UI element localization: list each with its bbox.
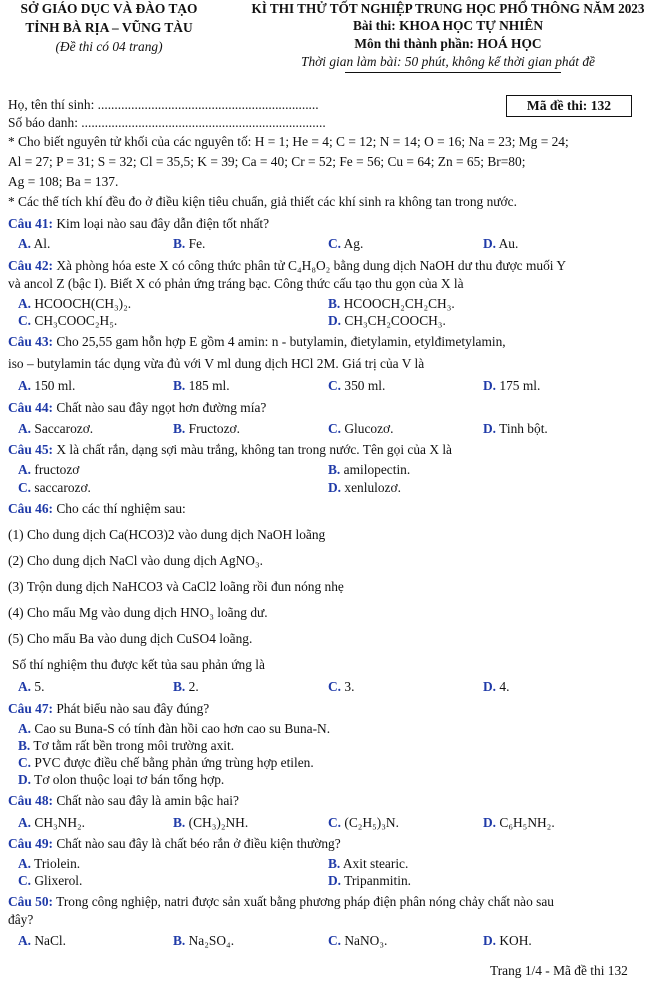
option-c[interactable]: C. Ag. — [328, 236, 364, 251]
department-name: SỞ GIÁO DỤC VÀ ĐÀO TẠO — [20, 1, 198, 16]
option-d[interactable]: D. C₆H₅NH₂. — [483, 815, 555, 830]
student-name-field[interactable]: .................................................................. — [97, 97, 319, 112]
question-text: Chất nào sau đây là amin bậc hai? — [53, 793, 239, 808]
question-44 — [8, 400, 644, 416]
question-text: Trong công nghiệp, natri được sản xuất bằng phương pháp điện phân nóng chảy chất nào sau — [53, 894, 554, 909]
question-50-line-2: đây? — [8, 912, 34, 927]
option-d[interactable]: D. 4. — [483, 679, 510, 694]
gas-condition-note: * Các thể tích khí đều đo ở điều kiện tiêu chuẩn, giả thiết các khí sinh ra không tan trong nước. — [8, 194, 517, 209]
option-b[interactable]: B. Axit stearic. — [328, 856, 409, 871]
option-c[interactable]: C. Glixerol. — [18, 873, 83, 888]
option-b[interactable]: B. HCOOCH₂CH₂CH₃. — [328, 296, 455, 311]
option-d[interactable]: D. CH₃CH₂COOCH₃. — [328, 313, 446, 328]
experiment-4: (4) Cho mẩu Mg vào dung dịch HNO₃ loãng dư. — [8, 605, 268, 620]
question-text: Cho 25,55 gam hỗn hợp E gồm 4 amin: n - butylamin, đietylamin, etylđimetylamin, — [53, 334, 506, 349]
option-b[interactable]: B. 185 ml. — [173, 378, 230, 393]
question-label: Câu 45: — [8, 442, 54, 457]
question-label: Câu 47: — [8, 701, 54, 716]
exam-subject: Môn thi thành phần: HOÁ HỌC — [354, 35, 542, 51]
option-d[interactable]: D. xenlulozơ. — [328, 480, 401, 495]
question-label: Câu 50: — [8, 894, 54, 909]
question-text: Xà phòng hóa este X có công thức phân tử C₄H₈O₂ bằng dung dịch NaOH dư thu được muối Y — [53, 258, 567, 273]
option-b[interactable]: B. Fructozơ. — [173, 421, 240, 436]
question-50 — [8, 894, 644, 910]
question-47 — [8, 701, 644, 717]
exam-subject-group: Bài thi: KHOA HỌC TỰ NHIÊN — [352, 17, 544, 33]
student-id-field[interactable]: ......................................................................... — [81, 115, 326, 130]
question-49 — [8, 836, 644, 852]
option-b[interactable]: B. amilopectin. — [328, 462, 411, 477]
option-b[interactable]: B. Fe. — [173, 236, 206, 251]
question-46 — [8, 501, 644, 517]
question-42-line-2: và ancol Z (bậc I). Biết X có phản ứng tráng bạc. Công thức cấu tạo thu gọn của X là — [8, 276, 464, 291]
question-text: X là chất rắn, dạng sợi màu trắng, không tan trong nước. Tên gọi của X là — [53, 442, 452, 457]
atomic-mass-note-2: Al = 27; P = 31; S = 32; Cl = 35,5; K = 39; Ca = 40; Cr = 52; Fe = 56; Cu = 64; Zn = 65; Br=80; — [8, 154, 526, 169]
experiment-1: (1) Cho dung dịch Ca(HCO3)2 vào dung dịch NaOH loãng — [8, 527, 326, 542]
option-d[interactable]: D. Tinh bột. — [483, 421, 548, 436]
exam-header — [0, 0, 652, 69]
option-a[interactable]: A. HCOOCH(CH₃)₂. — [18, 296, 132, 311]
option-b[interactable]: B. 2. — [173, 679, 199, 694]
option-b[interactable]: B. Tơ tằm rất bền trong môi trường axit. — [18, 738, 235, 753]
question-43 — [8, 334, 644, 350]
page-footer: Trang 1/4 - Mã đề thi 132 — [490, 963, 628, 978]
question-41 — [8, 216, 644, 232]
option-d[interactable]: D. Tơ olon thuộc loại tơ bán tổng hợp. — [18, 772, 225, 787]
question-42 — [8, 258, 644, 274]
experiment-2: (2) Cho dung dịch NaCl vào dung dịch AgNO₃. — [8, 553, 263, 568]
option-a[interactable]: A. Cao su Buna-S có tính đàn hồi cao hơn cao su Buna-N. — [18, 721, 331, 736]
atomic-mass-note-3: Ag = 108; Ba = 137. — [8, 174, 119, 189]
option-a[interactable]: A. Al. — [18, 236, 51, 251]
option-c[interactable]: C. PVC được điều chế bằng phản ứng trùng hợp etilen. — [18, 755, 314, 770]
header-divider — [345, 72, 561, 73]
option-a[interactable]: A. Triolein. — [18, 856, 81, 871]
option-c[interactable]: C. saccarozơ. — [18, 480, 91, 495]
province-name: TỈNH BÀ RỊA – VŨNG TÀU — [25, 20, 193, 36]
option-c[interactable]: C. 3. — [328, 679, 355, 694]
option-b[interactable]: B. (CH₃)₂NH. — [173, 815, 249, 830]
question-label: Câu 44: — [8, 400, 54, 415]
exam-title: KÌ THI THỬ TỐT NGHIỆP TRUNG HỌC PHỔ THÔNG NĂM 2023 — [251, 1, 645, 16]
question-48 — [8, 793, 644, 809]
option-d[interactable]: D. KOH. — [483, 933, 532, 948]
option-a[interactable]: A. Saccarozơ. — [18, 421, 94, 436]
question-label: Câu 46: — [8, 501, 54, 516]
question-45 — [8, 442, 644, 458]
option-d[interactable]: D. Tripanmitin. — [328, 873, 411, 888]
question-text: Phát biểu nào sau đây đúng? — [53, 701, 210, 716]
question-label: Câu 49: — [8, 836, 54, 851]
student-name-line — [8, 97, 319, 113]
question-label: Câu 42: — [8, 258, 54, 273]
option-a[interactable]: A. 5. — [18, 679, 45, 694]
option-a[interactable]: A. CH₃NH₂. — [18, 815, 86, 830]
option-c[interactable]: C. Glucozơ. — [328, 421, 394, 436]
atomic-mass-note-1: * Cho biết nguyên tử khối của các nguyên tố: H = 1; He = 4; C = 12; N = 14; O = 16; Na = 23; Mg = 24; — [8, 134, 569, 149]
header-right — [248, 1, 648, 70]
option-d[interactable]: D. Au. — [483, 236, 519, 251]
question-label: Câu 43: — [8, 334, 54, 349]
option-a[interactable]: A. NaCl. — [18, 933, 67, 948]
question-text: Chất nào sau đây là chất béo rắn ở điều kiện thường? — [53, 836, 341, 851]
header-left — [4, 1, 214, 55]
option-a[interactable]: A. 150 ml. — [18, 378, 76, 393]
page-count-note: (Đề thi có 04 trang) — [55, 39, 163, 55]
exam-duration: Thời gian làm bài: 50 phút, không kể thời gian phát đề — [301, 54, 595, 69]
option-d[interactable]: D. 175 ml. — [483, 378, 541, 393]
question-46-ask: Số thí nghiệm thu được kết tủa sau phản ứng là — [12, 657, 265, 672]
question-label: Câu 41: — [8, 216, 54, 231]
option-a[interactable]: A. fructozơ — [18, 462, 80, 477]
exam-code-box: Mã đề thi: 132 — [506, 95, 632, 117]
experiment-5: (5) Cho mẩu Ba vào dung dịch CuSO4 loãng. — [8, 631, 253, 646]
option-c[interactable]: C. (C₂H₅)₃N. — [328, 815, 399, 830]
option-b[interactable]: B. Na₂SO₄. — [173, 933, 235, 948]
student-id-label: Số báo danh: — [8, 115, 82, 130]
question-43-line-2: iso – butylamin tác dụng vừa đủ với V ml dung dịch HCl 2M. Giá trị của V là — [8, 356, 425, 371]
question-text: Cho các thí nghiệm sau: — [53, 501, 186, 516]
student-name-label: Họ, tên thí sinh: — [8, 97, 98, 112]
option-c[interactable]: C. 350 ml. — [328, 378, 386, 393]
student-id-line — [8, 115, 326, 131]
experiment-3: (3) Trộn dung dịch NaHCO3 và CaCl2 loãng rồi đun nóng nhẹ — [8, 579, 344, 594]
option-c[interactable]: C. NaNO₃. — [328, 933, 388, 948]
question-text: Chất nào sau đây ngọt hơn đường mía? — [53, 400, 267, 415]
question-label: Câu 48: — [8, 793, 54, 808]
option-c[interactable]: C. CH₃COOC₂H₅. — [18, 313, 118, 328]
question-text: Kim loại nào sau đây dẫn điện tốt nhất? — [53, 216, 270, 231]
